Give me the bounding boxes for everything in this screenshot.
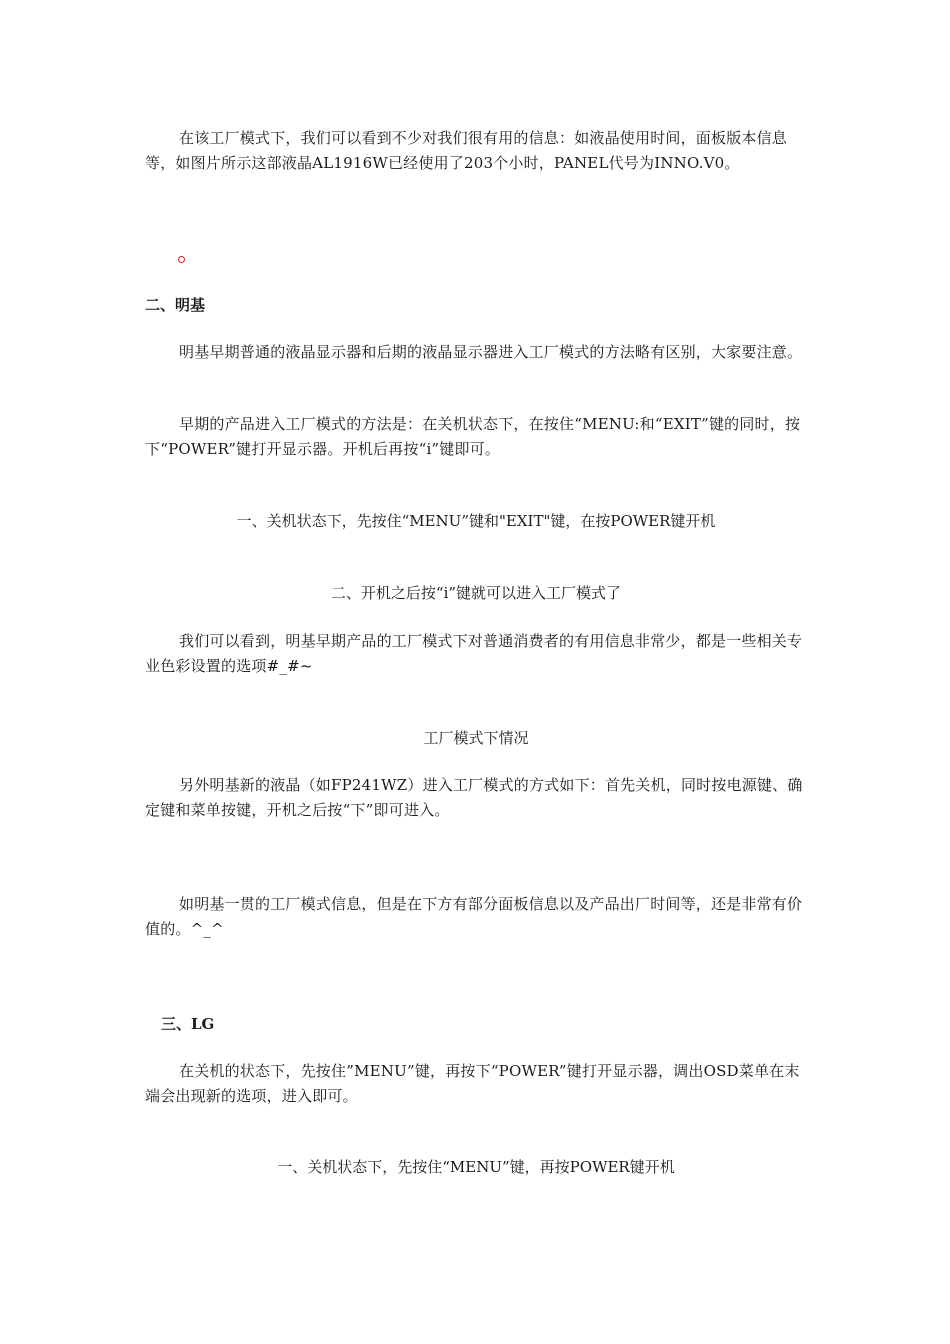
paragraph-lg-method: 在关机的状态下，先按住”MENU”键，再按下“POWER”键打开显示器，调出OSD菜单在末端会出现新的选项，进入即可。	[145, 1062, 800, 1105]
paragraph-benq-new-method: 另外明基新的液晶（如FP241WZ）进入工厂模式的方式如下：首先关机，同时按电源键、确定键和菜单按键，开机之后按“下”即可进入。	[145, 776, 803, 819]
heading-lg: 三、LG	[161, 1015, 215, 1033]
paragraph-benq-early-info: 我们可以看到，明基早期产品的工厂模式下对普通消费者的有用信息非常少，都是一些相关专业色彩设置的选项#_#~	[145, 632, 803, 675]
caption-benq-step2: 二、开机之后按“i”键就可以进入工厂模式了	[330, 584, 622, 602]
caption-benq-factory: 工厂模式下情况	[423, 729, 529, 747]
caption-benq-step1: 一、关机状态下，先按住“MENU”键和"EXIT"键，在按POWER键开机	[236, 512, 716, 530]
paragraph-benq-new-info: 如明基一贯的工厂模式信息，但是在下方有部分面板信息以及产品出厂时间等，还是非常有价值的。^_^	[145, 895, 803, 938]
paragraph-benq-intro: 明基早期普通的液晶显示器和后期的液晶显示器进入工厂模式的方法略有区别，大家要注意。	[179, 343, 803, 361]
heading-benq: 二、明基	[145, 296, 206, 314]
caption-lg-step1: 一、关机状态下，先按住“MENU”键，再按POWER键开机	[277, 1158, 675, 1176]
paragraph-intro: 在该工厂模式下，我们可以看到不少对我们很有用的信息：如液晶使用时间，面板版本信息等，如图片所示这部液晶AL1916W已经使用了203个小时，PANEL代号为INNO.V0。	[145, 129, 788, 172]
paragraph-benq-early-method: 早期的产品进入工厂模式的方法是：在关机状态下，在按住“MENU:和“EXIT”键的同时，按下“POWER”键打开显示器。开机后再按“i”键即可。	[145, 415, 801, 458]
red-dot-marker	[178, 256, 185, 263]
